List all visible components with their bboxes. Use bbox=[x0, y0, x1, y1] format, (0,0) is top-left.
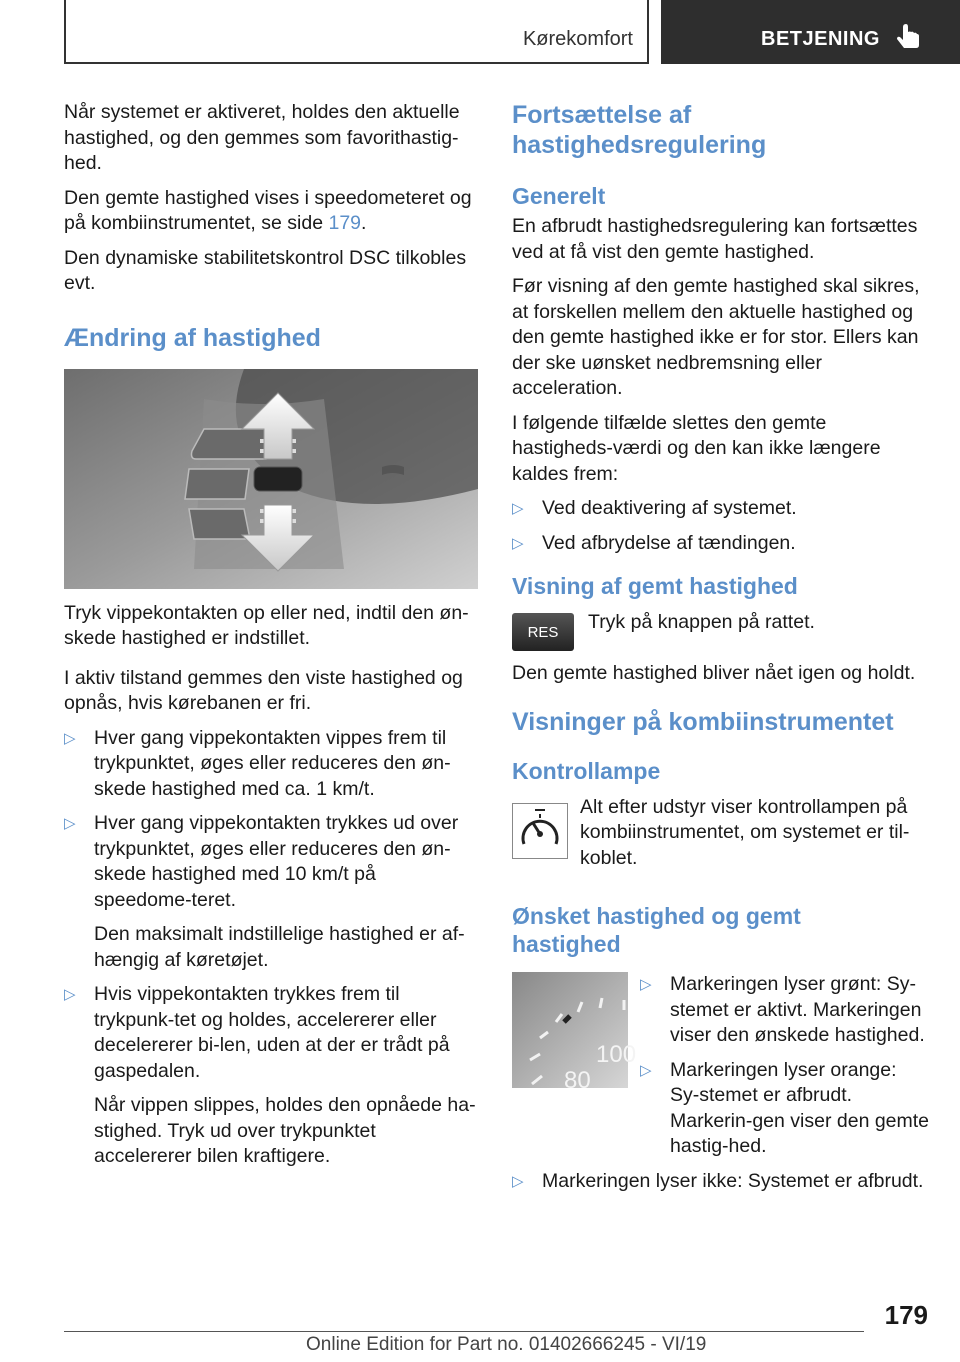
lamp-text: Alt efter udstyr viser kontrollampen på kombiinstrumentet, om systemet er til-koblet. bbox=[580, 795, 910, 869]
triangle-bullet-icon: ▷ bbox=[512, 500, 524, 517]
list-item-text: Ved deaktivering af systemet. bbox=[542, 497, 797, 519]
pointing-hand-icon bbox=[894, 24, 924, 54]
list-item-text: Hver gang vippekontakten vippes frem til trykpunktet, øges eller reduceres den øn-skede hastighed med ca. 1 km/t. bbox=[94, 726, 451, 800]
header-section-label: BETJENING bbox=[761, 28, 880, 50]
bullet-2-note: Den maksimalt indstillelige hastighed er af-hængig af køretøjet. bbox=[94, 923, 465, 971]
speedo-label-100: 100 bbox=[596, 1041, 637, 1068]
triangle-bullet-icon: ▷ bbox=[512, 534, 524, 552]
header-left bbox=[64, 0, 649, 64]
list-item-text: Ved afbrydelse af tændingen. bbox=[542, 531, 796, 554]
triangle-bullet-icon: ▷ bbox=[64, 729, 76, 747]
change-speed-list-2 bbox=[64, 982, 478, 1084]
footer-edition: Online Edition for Part no. 01402666245 - VI/19 bbox=[306, 1334, 707, 1355]
list-item bbox=[64, 811, 478, 913]
heading-desired-speed: Ønsket hastighed og gemt hastighed bbox=[512, 903, 801, 957]
triangle-bullet-icon: ▷ bbox=[640, 976, 652, 993]
speedo-label-80: 80 bbox=[564, 1067, 591, 1094]
res-row bbox=[512, 610, 930, 651]
left-para-3: Den dynamiske stabilitetskontrol DSC tilkobles evt. bbox=[64, 246, 467, 294]
left-para-2 bbox=[64, 186, 478, 237]
list-item-text: Hver gang vippekontakten trykkes ud over trykpunktet, øges eller reduceres den øn-skede hastighed med 10 km/t på speedome-teret. bbox=[94, 812, 459, 911]
left-para-2-end: . bbox=[361, 212, 367, 234]
left-para-5: I aktiv tilstand gemmes den viste hastighed og opnås, hvis kørebanen er fri. bbox=[64, 666, 463, 714]
cruise-control-lamp-icon bbox=[512, 803, 568, 859]
left-para-2-text: Den gemte hastighed vises i speedometeret og på kombiinstrumentet, se side bbox=[64, 186, 472, 234]
triangle-bullet-icon: ▷ bbox=[512, 1172, 524, 1190]
footer-divider bbox=[64, 1331, 864, 1332]
left-para-1: Når systemet er aktiveret, holdes den aktuelle hastighed, og den gemmes som favorithastig-hed. bbox=[64, 101, 460, 174]
heading-continue: Fortsættelse af hastighedsregulering bbox=[512, 101, 767, 159]
heading-display-stored: Visning af gemt hastighed bbox=[512, 573, 798, 599]
res-text: Tryk på knappen på rattet. bbox=[588, 611, 815, 633]
heading-instrument-cluster: Visninger på kombiinstrumentet bbox=[512, 707, 894, 736]
triangle-bullet-icon: ▷ bbox=[64, 815, 76, 832]
heading-change-speed: Ændring af hastighed bbox=[64, 323, 321, 352]
triangle-bullet-icon: ▷ bbox=[64, 986, 76, 1003]
list-item-text: Markeringen lyser grønt: Sy-stemet er aktivt. Markeringen viser den ønskede hastighed. bbox=[670, 973, 925, 1046]
list-item-text: Markeringen lyser orange: Sy-stemet er afbrudt. Markerin-gen viser den gemte hastig-hed. bbox=[670, 1058, 930, 1157]
list-item bbox=[640, 972, 930, 1049]
page-number: 179 bbox=[884, 1300, 928, 1330]
delete-list bbox=[512, 496, 930, 556]
left-para-4: Tryk vippekontakten op eller ned, indtil den øn-skede hastighed er indstillet. bbox=[64, 601, 469, 649]
list-item-text: Markeringen lyser ikke: Systemet er afbrudt. bbox=[542, 1169, 924, 1192]
right-para-2: Før visning af den gemte hastighed skal sikres, at forskellen mellem den aktuelle hastighed og den gemte hastighed ikke er for stor. Ellers kan der ske uønsket nedbremsning eller acceleration. bbox=[512, 275, 920, 399]
list-item bbox=[512, 531, 930, 557]
speedometer-image bbox=[512, 972, 637, 1094]
list-item-text: Hvis vippekontakten trykkes frem til trykpunk-tet og holdes, accelererer eller decelererer bi-len, uden at der er trådt på gaspedalen. bbox=[94, 983, 450, 1082]
list-item bbox=[640, 1058, 930, 1160]
right-para-4: Den gemte hastighed bliver nået igen og holdt. bbox=[512, 662, 916, 684]
res-label: RES bbox=[527, 623, 559, 641]
lamp-row bbox=[512, 795, 930, 881]
steering-wheel-photo bbox=[64, 369, 478, 589]
speedo-list-2 bbox=[512, 1169, 930, 1195]
right-column bbox=[512, 100, 930, 1203]
header-title: Kørekomfort bbox=[522, 28, 633, 50]
page-link[interactable]: 179 bbox=[328, 212, 362, 234]
heading-indicator-lamp: Kontrollampe bbox=[512, 757, 661, 784]
list-item bbox=[512, 1169, 930, 1195]
triangle-bullet-icon: ▷ bbox=[640, 1061, 652, 1079]
bullet-3-note: Når vippen slippes, holdes den opnåede ha-stighed. Tryk ud over trykpunktet accelererer bilen kraftigere. bbox=[94, 1094, 476, 1167]
speedo-row bbox=[512, 972, 930, 1169]
list-item bbox=[512, 496, 930, 522]
heading-general: Generelt bbox=[512, 183, 606, 209]
list-item bbox=[64, 726, 478, 803]
res-button-icon bbox=[512, 613, 574, 651]
left-column bbox=[64, 100, 478, 1179]
right-para-1: En afbrudt hastighedsregulering kan fortsættes ved at få vist den gemte hastighed. bbox=[512, 215, 918, 263]
list-item bbox=[64, 982, 478, 1084]
speedo-list bbox=[640, 972, 930, 1169]
change-speed-list bbox=[64, 726, 478, 914]
header-section-tab bbox=[661, 0, 960, 64]
right-para-3: I følgende tilfælde slettes den gemte hastigheds-værdi og den kan ikke længere kaldes frem: bbox=[512, 411, 881, 485]
